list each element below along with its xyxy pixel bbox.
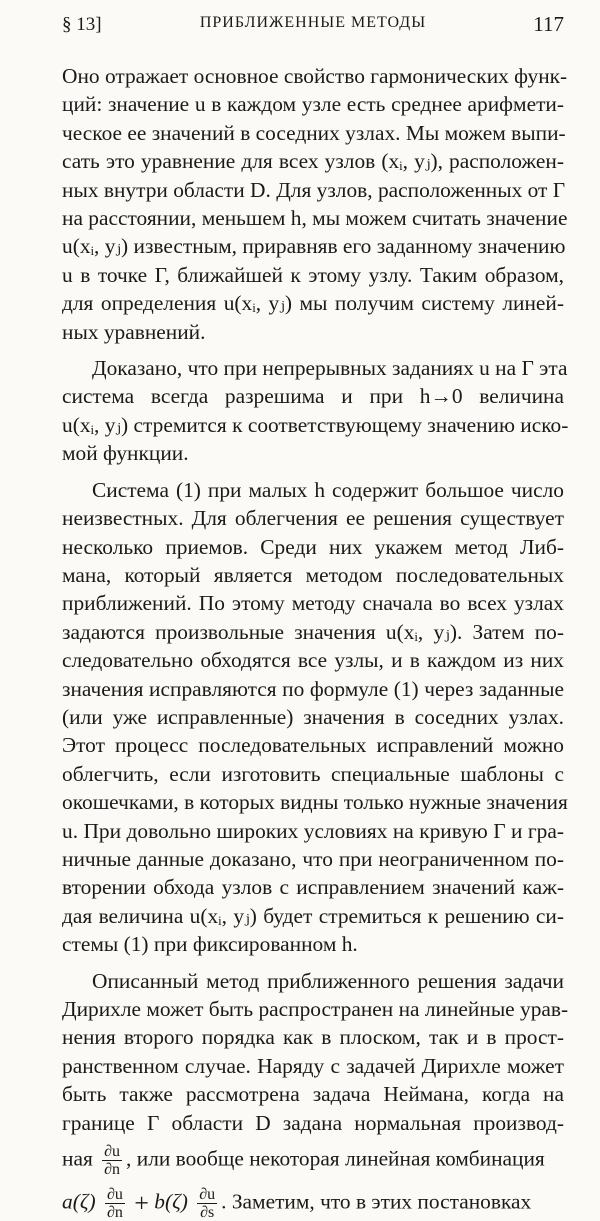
paragraph-2 bbox=[62, 354, 569, 468]
page-number: 117 bbox=[533, 12, 564, 36]
text-line: границе Γ области D задана нормальная производ- bbox=[62, 1110, 564, 1135]
text-line: вторении обхода узлов с исправлением значений каж- bbox=[62, 875, 564, 900]
text-line: ных уравнений. bbox=[62, 319, 206, 344]
text-line: Система (1) при малых h содержит большое число bbox=[92, 477, 564, 502]
text-line: быть также рассмотрена задача Неймана, когда на bbox=[62, 1082, 564, 1107]
text-line: Этот процесс последовательных исправлений можно bbox=[62, 733, 564, 758]
formula-line bbox=[62, 1186, 564, 1221]
text-line: окошечками, в которых видны только нужные значения bbox=[62, 790, 568, 815]
text-line: Оно отражает основное свойство гармонических функ- bbox=[62, 64, 568, 88]
text-line: ничные данные доказано, что при неограниченном по- bbox=[62, 846, 564, 871]
text-line: на расстоянии, меньшем h, мы можем считать значение bbox=[62, 206, 568, 231]
fraction-numerator: ∂u bbox=[199, 1186, 216, 1204]
fraction-denominator: ∂n bbox=[104, 1161, 121, 1179]
text-line: Описанный метод приближенного решения задачи bbox=[92, 968, 564, 993]
text-line: Доказано, что при непрерывных заданиях u на Γ эта bbox=[92, 356, 568, 381]
fraction-denominator: ∂n bbox=[106, 1204, 123, 1221]
text-line: стемы (1) при фиксированном h. bbox=[62, 932, 358, 957]
text-line: облегчить, если изготовить специальные шаблоны с bbox=[62, 761, 564, 786]
text-line: несколько приемов. Среди них укажем метод Либ- bbox=[62, 534, 564, 559]
text-fragment: , или вообще некоторая линейная комбинация bbox=[126, 1146, 545, 1171]
text-fragment: . Заметим, что в этих постановках bbox=[221, 1189, 532, 1214]
fraction-denominator: ∂s bbox=[200, 1204, 215, 1221]
text-line: для определения u(xᵢ, yⱼ) мы получим систему линей- bbox=[62, 291, 564, 316]
coefficient-b: b(ζ) bbox=[154, 1189, 188, 1214]
running-title: ПРИБЛИЖЕННЫЕ МЕТОДЫ bbox=[199, 14, 427, 31]
fraction-du-ds bbox=[197, 1186, 217, 1221]
fraction-du-dn bbox=[102, 1143, 122, 1178]
running-header bbox=[62, 12, 564, 42]
text-line: ций: значение u в каждом узле есть среднее арифмети- bbox=[62, 92, 564, 117]
text-line: ческое ее значений в соседних узлах. Мы можем выпи- bbox=[62, 120, 566, 145]
section-marker: § 13] bbox=[62, 14, 102, 35]
text-line: мой функции. bbox=[62, 441, 189, 466]
text-line: мана, который является методом последовательных bbox=[62, 562, 564, 587]
text-line: дая величина u(xᵢ, yⱼ) будет стремиться к решению си- bbox=[62, 903, 564, 928]
formula-line bbox=[62, 1143, 564, 1178]
paragraph-4 bbox=[62, 967, 569, 1221]
text-line: ранственном случае. Наряду с задачей Дирихле может bbox=[62, 1053, 564, 1078]
fraction-numerator: ∂u bbox=[106, 1186, 123, 1204]
text-line: приближений. По этому методу сначала во всех узлах bbox=[62, 591, 564, 616]
text-line: система всегда разрешима и при h→0 величина bbox=[62, 384, 564, 409]
plus-sign: + bbox=[134, 1188, 149, 1218]
text-line: u(xᵢ, yⱼ) стремится к соответствующему значению иско- bbox=[62, 412, 569, 437]
fraction-numerator: ∂u bbox=[104, 1143, 121, 1161]
text-line: неизвестных. Для облегчения ее решения существует bbox=[62, 506, 564, 531]
fraction-du-dn bbox=[105, 1186, 125, 1221]
text-line: следовательно обходятся все узлы, и в каждом из них bbox=[62, 648, 564, 673]
text-line: ных внутри области D. Для узлов, расположенных от Γ bbox=[62, 177, 566, 202]
text-line: нения второго порядка как в плоском, так и в прост- bbox=[62, 1025, 564, 1050]
text-line: значения исправляются по формуле (1) через заданные bbox=[62, 676, 564, 701]
text-line: u. При довольно широких условиях на кривую Γ и гра- bbox=[62, 818, 564, 843]
text-line: задаются произвольные значения u(xᵢ, yⱼ). Затем по- bbox=[62, 619, 564, 644]
text-line: u(xᵢ, yⱼ) известным, приравняв его заданному значению bbox=[62, 234, 566, 259]
text-line: u в точке Γ, ближайшей к этому узлу. Таким образом, bbox=[62, 262, 564, 287]
coefficient-a: a(ζ) bbox=[62, 1189, 96, 1214]
paragraph-3 bbox=[62, 476, 568, 959]
paragraph-1 bbox=[62, 62, 568, 346]
text-line: Дирихле может быть распространен на линейные урав- bbox=[62, 997, 569, 1021]
text-fragment: ная bbox=[62, 1146, 93, 1171]
text-line: (или уже исправленные) значения в соседних узлах. bbox=[62, 704, 564, 729]
text-line: сать это уравнение для всех узлов (xᵢ, yⱼ), расположен- bbox=[62, 149, 564, 174]
